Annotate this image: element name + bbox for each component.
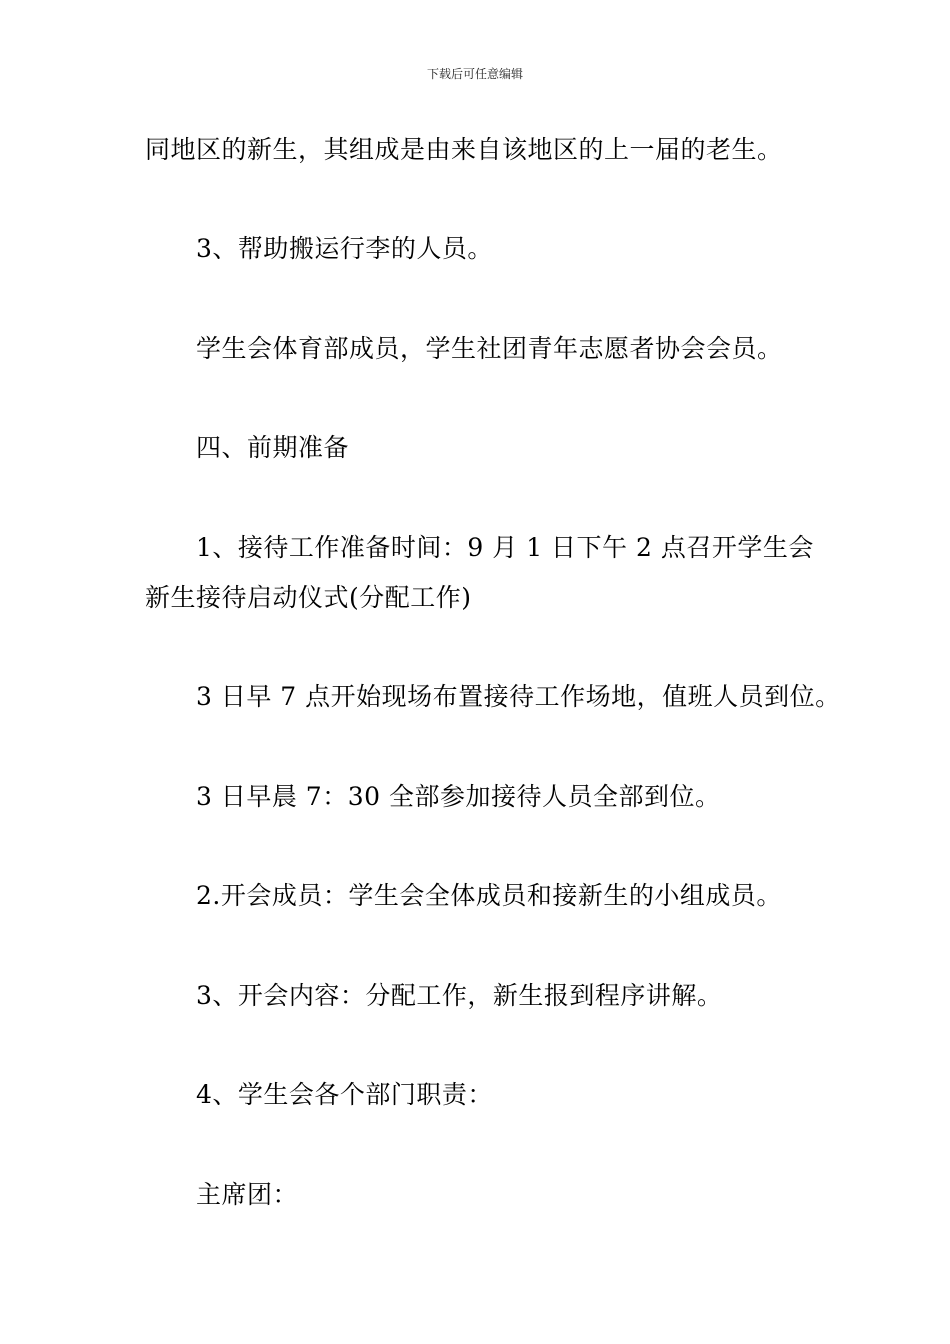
paragraph-line: 3、帮助搬运行李的人员。 <box>196 234 493 263</box>
paragraph-line: 4、学生会各个部门职责： <box>196 1080 493 1109</box>
paragraph-line: 1、接待工作准备时间：9 月 1 日下午 2 点召开学生会 <box>196 533 814 562</box>
paragraph-line: 3 日早晨 7：30 全部参加接待人员全部到位。 <box>196 782 721 811</box>
paragraph-line: 同地区的新生，其组成是由来自该地区的上一届的老生。 <box>145 135 783 164</box>
paragraph-line: 主席团： <box>196 1180 299 1209</box>
paragraph-line: 学生会体育部成员，学生社团青年志愿者协会会员。 <box>196 334 783 363</box>
paragraph-line: 2.开会成员：学生会全体成员和接新生的小组成员。 <box>196 881 782 910</box>
paragraph-line: 3 日早 7 点开始现场布置接待工作场地，值班人员到位。 <box>196 682 841 711</box>
paragraph-line: 新生接待启动仪式(分配工作) <box>145 583 472 612</box>
section-heading: 四、前期准备 <box>196 433 350 462</box>
page-header: 下载后可任意编辑 <box>426 67 523 81</box>
paragraph-line: 3、开会内容：分配工作，新生报到程序讲解。 <box>196 981 723 1010</box>
